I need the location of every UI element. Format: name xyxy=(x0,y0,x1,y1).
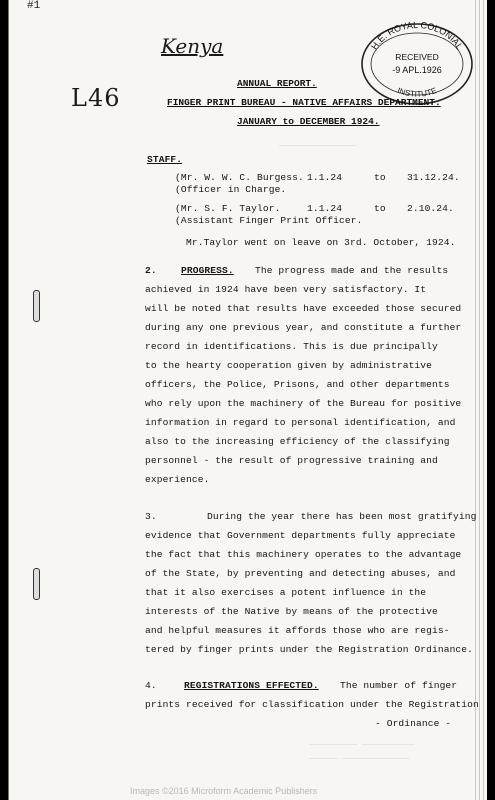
section-heading: REGISTRATIONS EFFECTED. xyxy=(184,680,319,691)
staff-note: Mr.Taylor went on leave on 3rd. October, 1924. xyxy=(186,237,456,248)
paragraph-line: interests of the Native by means of the protective xyxy=(145,606,438,617)
image-credit: Images ©2016 Microform Academic Publishers xyxy=(130,786,318,796)
staff-to-word: to xyxy=(374,172,386,183)
paragraph-line: the fact that this machinery operates to the advantage xyxy=(145,549,462,560)
staff-heading: STAFF. xyxy=(147,154,183,165)
paragraph-line: and helpful measures it affords those who are regis- xyxy=(145,625,450,636)
section-number: 3. xyxy=(145,511,157,522)
stamp-arc-top: H.E. ROYAL COLONIAL xyxy=(369,20,465,52)
paragraph-line: The number of finger xyxy=(340,680,458,691)
paragraph-line: who rely upon the machinery of the Bureau for positive xyxy=(145,398,462,409)
section-number: 4. xyxy=(145,680,157,691)
catchword: - Ordinance - xyxy=(375,718,452,729)
punch-hole xyxy=(33,290,40,322)
paragraph-line: personnel - the result of progressive training and xyxy=(145,455,438,466)
paragraph-line: of the State, by preventing and detecting abuses, and xyxy=(145,568,456,579)
paragraph-line: officers, the Police, Prisons, and other departments xyxy=(145,379,450,390)
handwritten-number: L46 xyxy=(71,84,121,112)
staff-role: (Officer in Charge. xyxy=(175,184,287,195)
bleed-through-text: __________ ___________ xyxy=(309,738,415,747)
paragraph-line: The progress made and the results xyxy=(255,265,449,276)
bleed-through-text: ________________ xyxy=(279,139,356,148)
top-left-mark: #1 xyxy=(27,0,41,12)
section-heading: PROGRESS. xyxy=(181,265,234,276)
paragraph-line: also to the increasing efficiency of the classifying xyxy=(145,436,450,447)
bleed-through-text: ______ ______________ xyxy=(309,752,410,761)
report-period: JANUARY to DECEMBER 1924. xyxy=(237,116,380,127)
paragraph-line: experience. xyxy=(145,474,210,485)
staff-to-word: to xyxy=(374,203,386,214)
report-department: FINGER PRINT BUREAU - NATIVE AFFAIRS DEPARTMENT. xyxy=(167,97,441,108)
staff-name: (Mr. S. F. Taylor. xyxy=(175,203,281,214)
page-edge-line xyxy=(475,0,476,800)
paragraph-line: that it also exercises a potent influence in the xyxy=(145,587,427,598)
staff-from: 1.1.24 xyxy=(307,172,343,183)
staff-name: (Mr. W. W. C. Burgess. xyxy=(175,172,304,183)
paragraph-line: to the hearty cooperation given by administrative xyxy=(145,360,433,371)
page-edge-line xyxy=(483,0,484,800)
document-page xyxy=(8,0,487,800)
punch-hole xyxy=(33,568,40,600)
received-stamp xyxy=(358,20,476,106)
paragraph-line: achieved in 1924 have been very satisfactory. It xyxy=(145,284,427,295)
staff-from: 1.1.24 xyxy=(307,203,343,214)
paragraph-line: will be noted that results have exceeded those secured xyxy=(145,303,462,314)
paragraph-line: tered by finger prints under the Registration Ordinance. xyxy=(145,644,474,655)
staff-until: 31.12.24. xyxy=(407,172,460,183)
paragraph-line: prints received for classification under the Registration xyxy=(145,699,479,710)
paragraph-line: during any one previous year, and constitute a further xyxy=(145,322,462,333)
staff-until: 2.10.24. xyxy=(407,203,454,214)
paragraph-line: information in regard to personal identification, and xyxy=(145,417,456,428)
handwritten-country: Kenya xyxy=(161,34,224,58)
report-title: ANNUAL REPORT. xyxy=(237,78,317,89)
stamp-received: RECEIVED xyxy=(395,52,439,62)
section-number: 2. xyxy=(145,265,157,276)
stamp-arc-bottom: INSTITUTE xyxy=(396,85,438,99)
paragraph-line: evidence that Government departments fully appreciate xyxy=(145,530,456,541)
staff-role: (Assistant Finger Print Officer. xyxy=(175,215,363,226)
paragraph-line: record in identifications. This is due principally xyxy=(145,341,438,352)
page-edge-line xyxy=(479,0,480,800)
paragraph-line: During the year there has been most gratifying xyxy=(207,511,477,522)
stamp-date: -9 APL.1926 xyxy=(392,65,442,75)
